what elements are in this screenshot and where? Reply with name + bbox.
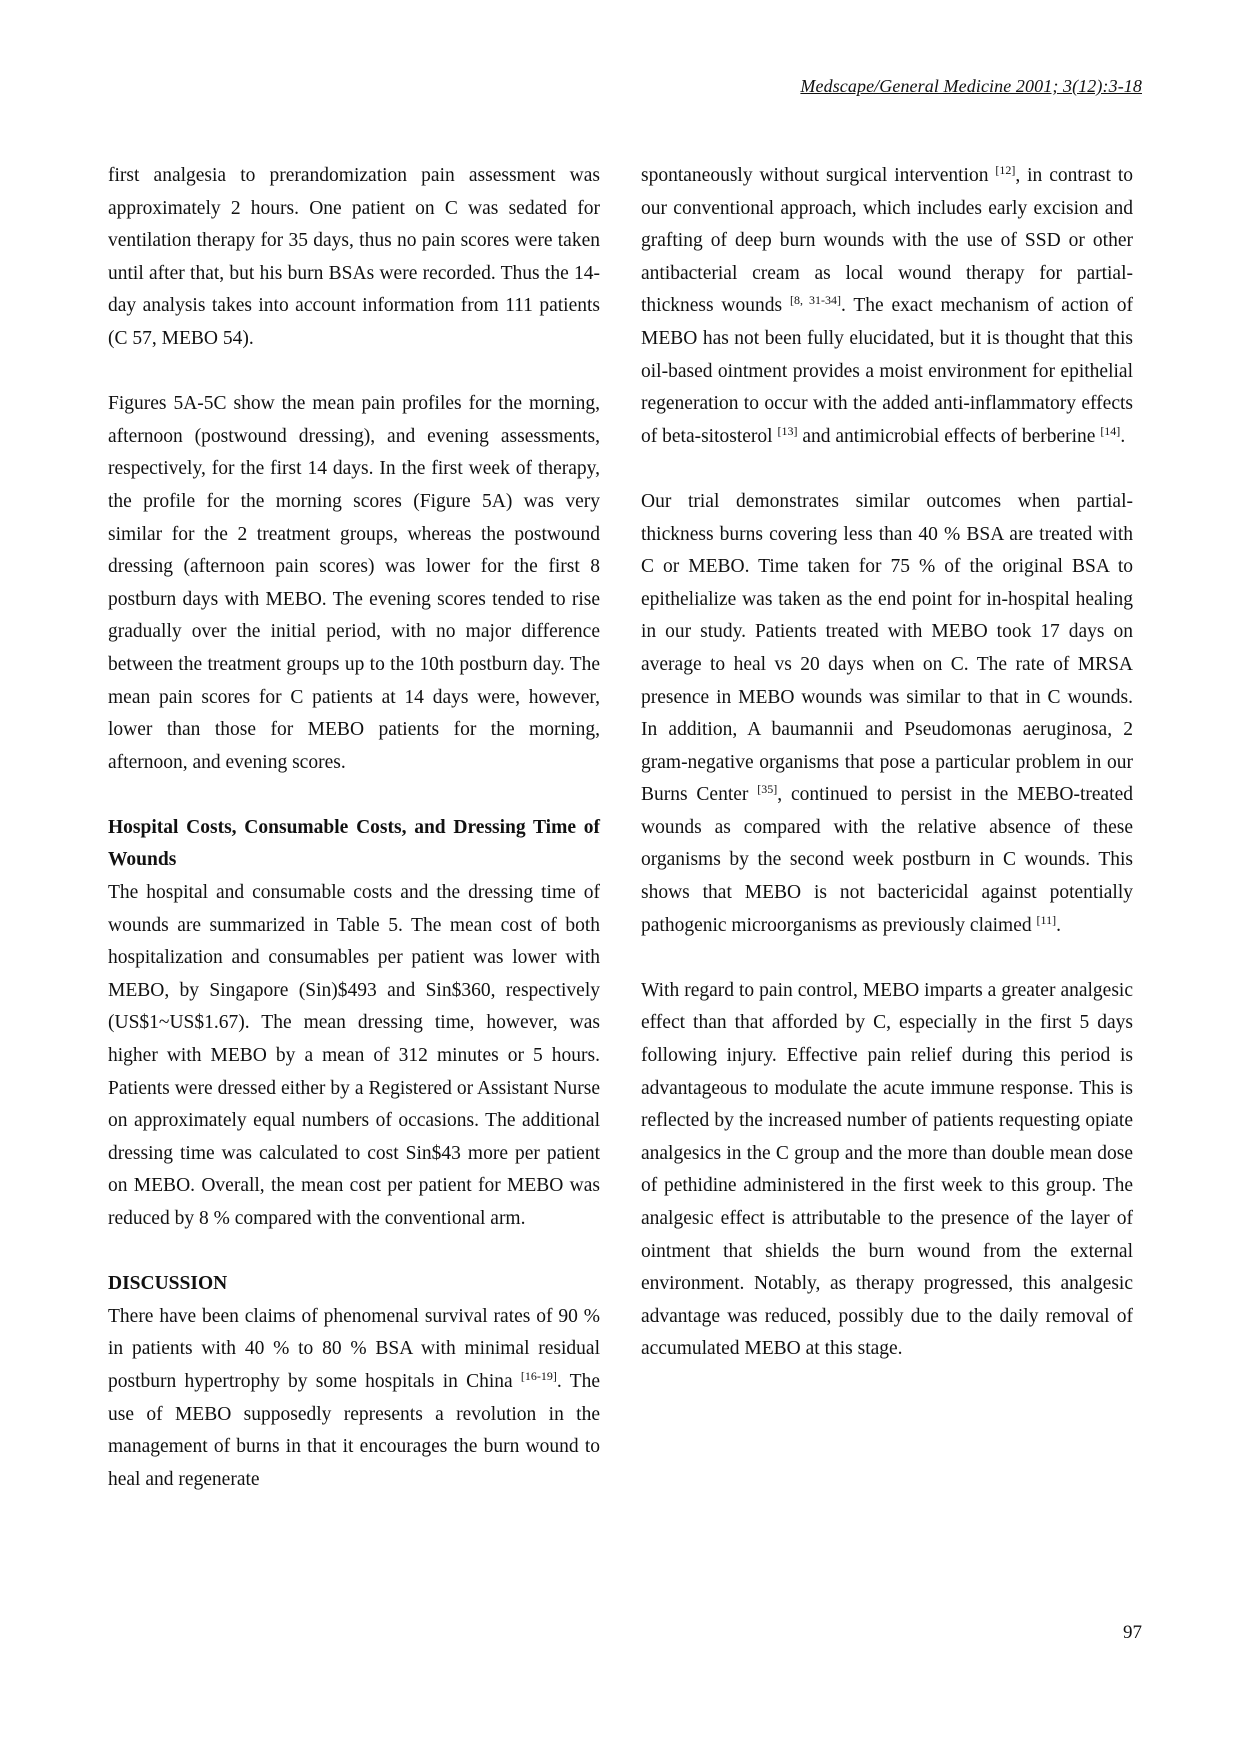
left-column xyxy=(108,160,600,1496)
text-run: Our trial demonstrates similar outcomes when partial-thickness burns covering less than 40 % BSA are treated with C or MEBO. Time taken for 75 % of the original BSA to epithelialize was taken as the end point for in-hospital healing in our study. Patients treated with MEBO took 17 days on average to heal vs 20 days when on C. The rate of MRSA presence in MEBO wounds was similar to that in C wounds. In addition, A baumannii and Pseudomonas aeruginosa, 2 gram-negative organisms that pose a particular problem in our Burns Center xyxy=(641,490,1133,806)
citation: [12] xyxy=(995,163,1016,177)
citation: [13] xyxy=(777,423,798,438)
text-run: , in contrast to our conventional approach, which includes early excision and grafting of deep burn wounds with the use of SSD or other antibacterial cream as local wound therapy for partial-thickness wounds xyxy=(641,165,1133,317)
running-header: Medscape/General Medicine 2001; 3(12):3-18 xyxy=(800,76,1142,96)
section-heading-discussion: DISCUSSION xyxy=(108,1273,228,1295)
paragraph-costs: The hospital and consumable costs and the dressing time of wounds are summarized in Table 5. The mean cost of both hospitalization and consumables per patient was lower with MEBO, by Singapore (Sin)$493 and Sin$360, respectively (US$1~US$1.67). The mean dressing time, however, was higher with MEBO by a mean of 312 minutes or 5 hours. Patients were dressed either by a Registered or Assistant Nurse on approximately equal numbers of occasions. The additional dressing time was calculated to cost Sin$43 more per patient on MEBO. Overall, the mean cost per patient for MEBO was reduced by 8 % compared with the conventional arm. xyxy=(108,882,600,1229)
text-run: . xyxy=(1056,914,1061,936)
text-run: . The exact mechanism of action of MEBO has not been fully elucidated, but it is thought that this oil-based ointment provides a moist environment for epithelial regeneration to occur with the added anti-inflammatory effects of beta-sitosterol xyxy=(641,295,1134,447)
citation: [16-19] xyxy=(520,1368,557,1383)
paragraph-discussion-intro xyxy=(108,1301,600,1497)
text-run: . The use of MEBO supposedly represents a revolution in the management of burns in that it encourages the burn wound to heal and regenerate xyxy=(108,1370,600,1490)
text-run: and antimicrobial effects of berberine xyxy=(797,425,1101,447)
text-run: , continued to persist in the MEBO-treated wounds as compared with the relative absence of these organisms by the second week postburn in C wounds. This shows that MEBO is not bactericidal against potentially pathogenic microorganisms as previously claimed xyxy=(641,784,1133,936)
citation: [14] xyxy=(1100,423,1121,438)
text-run: There have been claims of phenomenal survival rates of 90 % in patients with 40 % to 80 % BSA with minimal residual postburn hypertrophy by some hospitals in China xyxy=(108,1305,600,1392)
paragraph-pain-control: With regard to pain control, MEBO imparts a greater analgesic effect than that afforded by C, especially in the first 5 days following injury. Effective pain relief during this period is advantageous to modulate the acute immune response. This is reflected by the increased number of patients requesting opiate analgesics in the C group and the more than double mean dose of pethidine administered in the first week to this group. The analgesic effect is attributable to the presence of the layer of ointment that shields the burn wound from the external environment. Notably, as therapy progressed, this analgesic advantage was reduced, possibly due to the daily removal of accumulated MEBO at this stage. xyxy=(641,979,1133,1360)
citation: [8, 31-34] xyxy=(789,293,841,308)
paragraph-pain-profiles: Figures 5A-5C show the mean pain profiles for the morning, afternoon (postwound dressing), and evening assessments, respectively, for the first 14 days. In the first week of therapy, the profile for the morning scores (Figure 5A) was very similar for the 2 treatment groups, whereas the postwound dressing (afternoon pain scores) was lower for the first 8 postburn days with MEBO. The evening scores tended to rise gradually over the initial period, with no major difference between the treatment groups up to the 10th postburn day. The mean pain scores for C patients at 14 days were, however, lower than those for MEBO patients for the morning, afternoon, and evening scores. xyxy=(108,393,600,773)
paragraph-pain-assessment: first analgesia to prerandomization pain assessment was approximately 2 hours. One patient on C was sedated for ventilation therapy for 35 days, thus no pain scores were taken until after that, but his burn BSAs were recorded. Thus the 14-day analysis takes into account information from 111 patients (C 57, MEBO 54). xyxy=(108,165,600,349)
text-run: . xyxy=(1120,425,1126,447)
right-column xyxy=(641,160,1133,1366)
paragraph-mebo-mechanism xyxy=(641,160,1133,453)
paragraph-trial-outcomes xyxy=(641,486,1133,942)
page-number: 97 xyxy=(1123,1622,1142,1643)
section-heading-costs: Hospital Costs, Consumable Costs, and Dressing Time of Wounds xyxy=(108,816,600,871)
citation: [11] xyxy=(1036,912,1057,927)
text-run: spontaneously without surgical intervention xyxy=(641,165,996,186)
citation: [35] xyxy=(757,782,778,797)
